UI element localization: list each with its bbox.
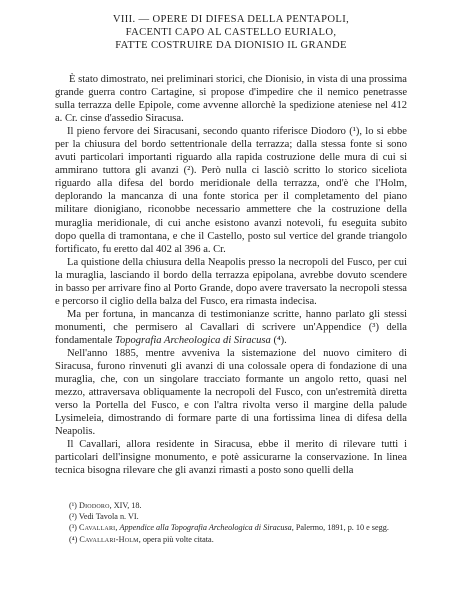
paragraph-4-book-title: Topografia Archeologica di Siracusa: [115, 334, 271, 346]
chapter-heading-line-2: FACENTI CAPO AL CASTELLO EURIALO,: [125, 27, 337, 38]
footnote-3-number: (³): [69, 523, 77, 533]
chapter-heading: [55, 13, 407, 52]
footnote-1-text: , XIV, 18.: [109, 501, 142, 510]
footnote-4-number: (⁴): [69, 534, 78, 544]
footnote-1-number: (¹): [69, 501, 77, 510]
paragraph-5: Nell'anno 1885, mentre avveniva la sistemazione del nuovo cimitero di Siracusa, furono rinvenuti gli avanzi di una colossale opera di fondazione di una muraglia, che, con un singolare tracciato formante un angolo retto, quasi nel mezzo, attraversava obliquamente la necropoli del Fusco, con un'estremità diretta verso la Portella del Fusco, e con l'altra rivolta verso il margine della palude Lysimeleia, dimostrando di formare parte di una fortissima linea di difesa della Neapolis.: [55, 347, 407, 438]
footnote-3-text: , Palermo, 1891, p. 10 e segg.: [291, 523, 389, 533]
paragraph-6: Il Cavallari, allora residente in Siracusa, ebbe il merito di rilevare tutti i particolari dell'insigne monumento, e potè assicurarne la conservazione. In linea tecnica bisogna rilevare che gli avanzi rimasti a posto sono quelli della: [55, 439, 407, 477]
footnote-2-text: Vedi Tavola n. VI.: [78, 512, 139, 522]
footnote-2: [55, 511, 407, 522]
paragraph-3: La quistione della chiusura della Neapolis presso la necropoli del Fusco, per cui la muraglia, lasciando il bordo della terrazza epipolana, avrebbe dovuto scendere in basso per arrivare fino al Porto Grande, dopo avere traversato la necropoli stessa e percorso il ciglio della balza del Fusco, era rimasta indecisa.: [55, 256, 407, 307]
footnote-3: (³) Cavallari, Appendice alla Topografia Archeologica di Siracusa, Palermo, 1891, p. 10 e segg.: [69, 523, 389, 533]
chapter-heading-line-1: VIII. — OPERE DI DIFESA DELLA PENTAPOLI,: [112, 14, 350, 25]
chapter-heading-line-3: FATTE COSTRUIRE DA DIONISIO IL GRANDE: [115, 40, 347, 51]
footnote-4-text: , opera più volte citata.: [138, 534, 214, 544]
paragraph-2: Il pieno fervore dei Siracusani, secondo quanto riferisce Diodoro (¹), lo si ebbe per la chiusura del bordo settentrionale della terrazza; dalla stessa fonte si sono avuti particolari importanti riguardo alla rapida costruzione delle mura di cui si ammirano tuttora gli avanzi (²). Però nulla ci lasciò scritto lo storico siceliota riguardo alla difesa del bordo meridionale della terrazza, ond'è che l'Holm, deplorando la mancanza di una fonte storica per il completamento del piano militare dionigiano, riconobbe necessario ammettere che la costruzione della muraglia meridionale, di cui anche esistono avanzi notevoli, fu eseguita subito dopo quella di tramontana, e che il Castello, posto sul vertice del grande triangolo fortificato, fu eretto dal 402 al 396 a. Cr.: [55, 126, 407, 255]
paragraph-4-text-a: Ma per fortuna, in mancanza di testimonianze scritte, hanno parlato gli stessi monumenti, che permisero al Cavallari di scrivere un'Appendice (³) della fondamentale: [55, 308, 407, 346]
footnote-4-author: Cavallari-Holm: [79, 534, 139, 544]
footnote-3-title: Appendice alla Topografia Archeologica di Siracusa: [119, 523, 292, 533]
footnotes: [55, 500, 407, 545]
footnote-3-author: Cavallari: [78, 523, 116, 533]
paragraph-4: [55, 308, 407, 347]
body-text: [55, 73, 407, 477]
footnote-1: [55, 500, 407, 511]
footnote-2-number: (²): [69, 512, 77, 522]
footnote-4: [55, 534, 407, 545]
paragraph-4-text-b: (⁴).: [270, 334, 287, 346]
footnote-1-author: Diodoro: [78, 501, 110, 510]
paragraph-1: È stato dimostrato, nei preliminari storici, che Dionisio, in vista di una prossima grande guerra contro Cartagine, si propose d'impedire che il nemico penetrasse sulla terrazza delle Epipole, come avvenne allorchè la spedizione ateniese nel 412 a. Cr. cinse d'assedio Siracusa.: [55, 74, 407, 125]
